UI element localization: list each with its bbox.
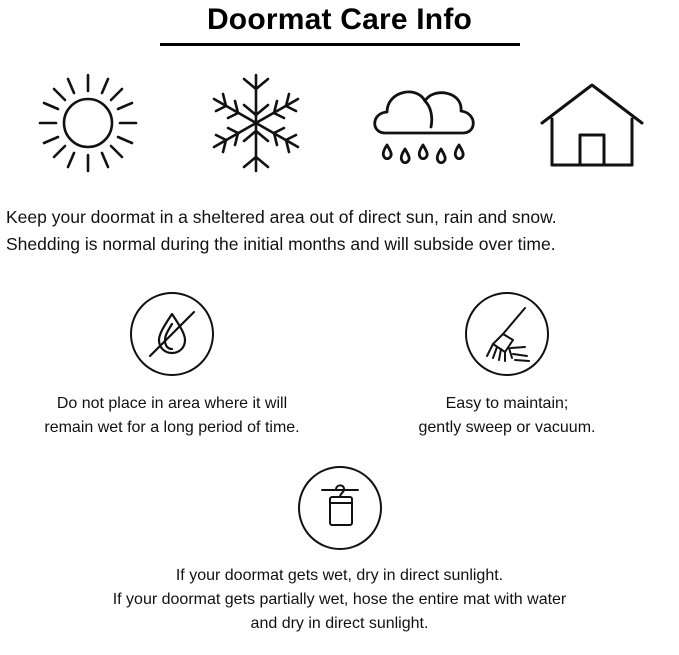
weather-icon-row (0, 68, 679, 178)
tips-row (0, 292, 679, 440)
rain-cloud-icon (364, 68, 484, 178)
bottom-line-1: If your doormat gets wet, dry in direct sunlight. (175, 567, 504, 585)
tip-easy-maintain (357, 292, 657, 440)
house-icon (532, 68, 652, 178)
page-title: Doormat Care Info (206, 3, 473, 36)
broom-icon (465, 292, 549, 376)
intro-line-2: Shedding is normal during the initial months and will subside over time. (6, 234, 556, 255)
title-underline (160, 43, 520, 46)
no-water-icon (130, 292, 214, 376)
bottom-line-2: If your doormat gets partially wet, hose the entire mat with water (112, 591, 567, 609)
intro-line-1: Keep your doormat in a sheltered area out of direct sun, rain and snow. (6, 207, 557, 227)
tip1-line-2: remain wet for a long period of time. (44, 419, 300, 437)
hanging-mat-icon (298, 466, 382, 550)
tip-drying (0, 466, 679, 636)
tip-no-standing-water (22, 292, 322, 440)
tip-easy-maintain-caption (419, 392, 596, 440)
tip1-line-1: Do not place in area where it will (56, 395, 288, 413)
tip-drying-caption (113, 564, 567, 636)
intro-paragraph (0, 204, 679, 258)
sun-icon (28, 68, 148, 178)
title-block (0, 0, 679, 46)
tip2-line-1: Easy to maintain; (445, 395, 569, 413)
bottom-line-3: and dry in direct sunlight. (250, 615, 429, 633)
tip2-line-2: gently sweep or vacuum. (418, 419, 596, 437)
tip-no-standing-water-caption (44, 392, 299, 440)
snowflake-icon (196, 68, 316, 178)
